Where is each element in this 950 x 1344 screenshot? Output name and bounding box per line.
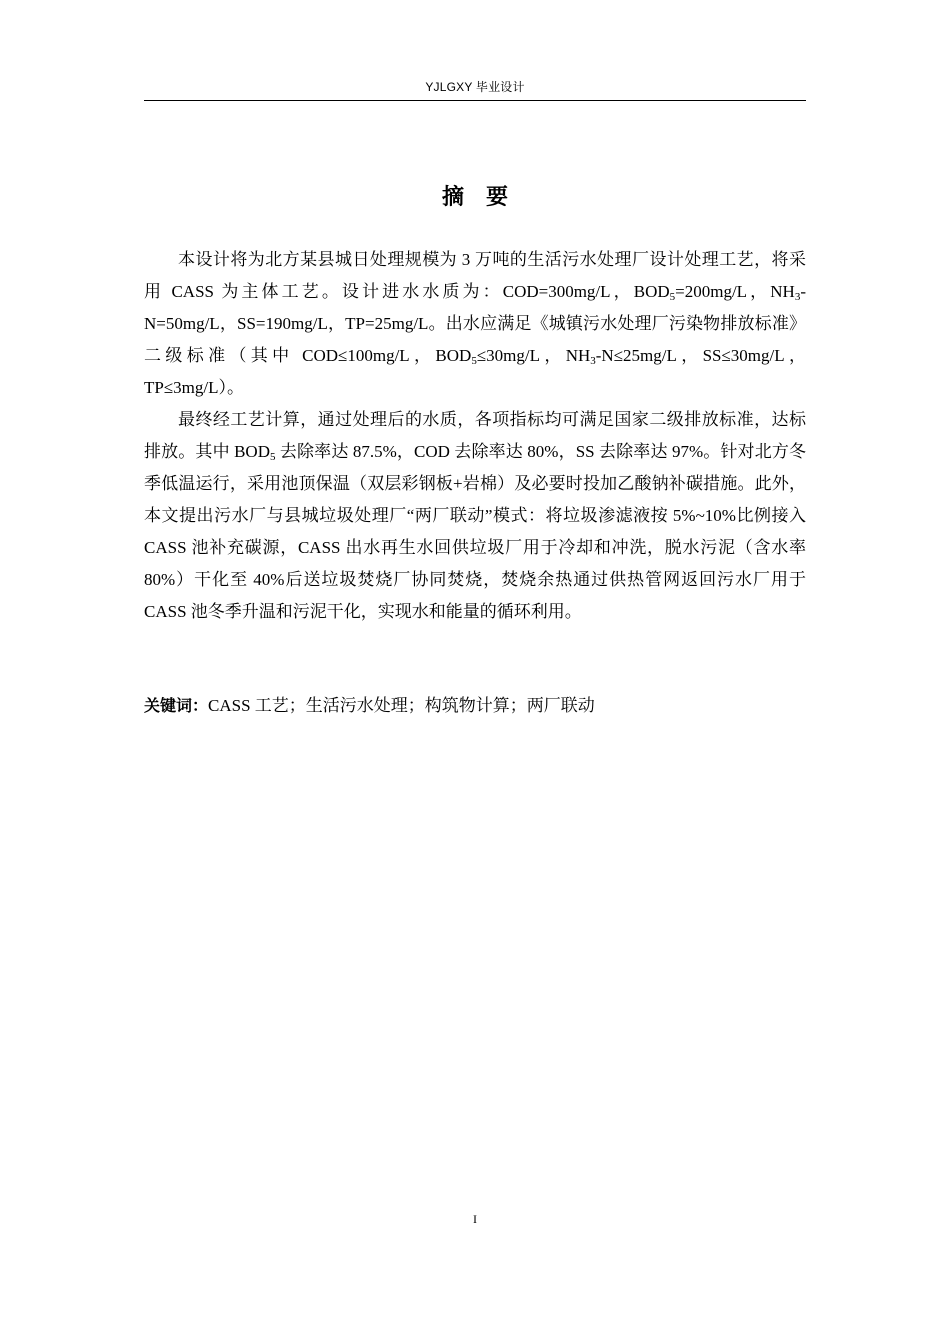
- subscript: 5: [270, 451, 276, 463]
- text-run: 本设计将为北方某县城日处理规模为 3 万吨的生活污水处理厂设计处理工艺，将采用 CASS 为主体工艺。设计进水水质为：COD=300mg/L，BOD: [144, 250, 806, 301]
- abstract-paragraph-2: [144, 404, 806, 628]
- abstract-title: 摘要: [441, 185, 530, 210]
- text-run: 去除率达 87.5%，COD 去除率达 80%，SS 去除率达 97%。针对北方冬季低温运行，采用池顶保温（双层彩钢板+岩棉）及必要时投加乙酸钠补碳措施。此外，本文提出污水厂与县城垃圾处理厂“两厂联动”模式：将垃圾渗滤液按 5%~10%比例接入 CASS 池补充碳源，CASS 出水再生水回供垃圾厂用于冷却和冲洗，脱水污泥（含水率 80%）干化至 40%后送垃圾焚烧厂协同焚烧，焚烧余热通过供热管网返回污水厂用于 CASS 池冬季升温和污泥干化，实现水和能量的循环利用。: [144, 442, 806, 621]
- text-run: =200mg/L，NH: [675, 282, 795, 301]
- keywords-text: CASS 工艺；生活污水处理；构筑物计算；两厂联动: [208, 696, 595, 715]
- page-number: I: [473, 1212, 477, 1226]
- page-header: YJLGXY 毕业设计: [425, 80, 525, 94]
- abstract-body: [144, 244, 806, 628]
- subscript: 3: [590, 355, 596, 367]
- text-run: -N≤25mg/L，SS≤30mg/L，TP≤3mg/L）。: [144, 346, 806, 397]
- subscript: 3: [794, 291, 801, 303]
- text-run: 最终经工艺计算，通过处理后的水质，各项指标均可满足国家二级排放标准，达标排放。其中 BOD: [144, 410, 806, 461]
- subscript: 5: [471, 355, 477, 367]
- keywords-line: [144, 690, 806, 722]
- subscript: 5: [669, 291, 676, 303]
- abstract-paragraph-1: [144, 244, 806, 404]
- text-run: -N=50mg/L，SS=190mg/L，TP=25mg/L。出水应满足《城镇污水处理厂污染物排放标准》二级标准（其中 COD≤100mg/L，BOD: [144, 282, 806, 365]
- header-rule: [144, 100, 806, 101]
- keywords-label: 关键词：: [144, 696, 209, 715]
- text-run: ≤30mg/L，NH: [476, 346, 591, 365]
